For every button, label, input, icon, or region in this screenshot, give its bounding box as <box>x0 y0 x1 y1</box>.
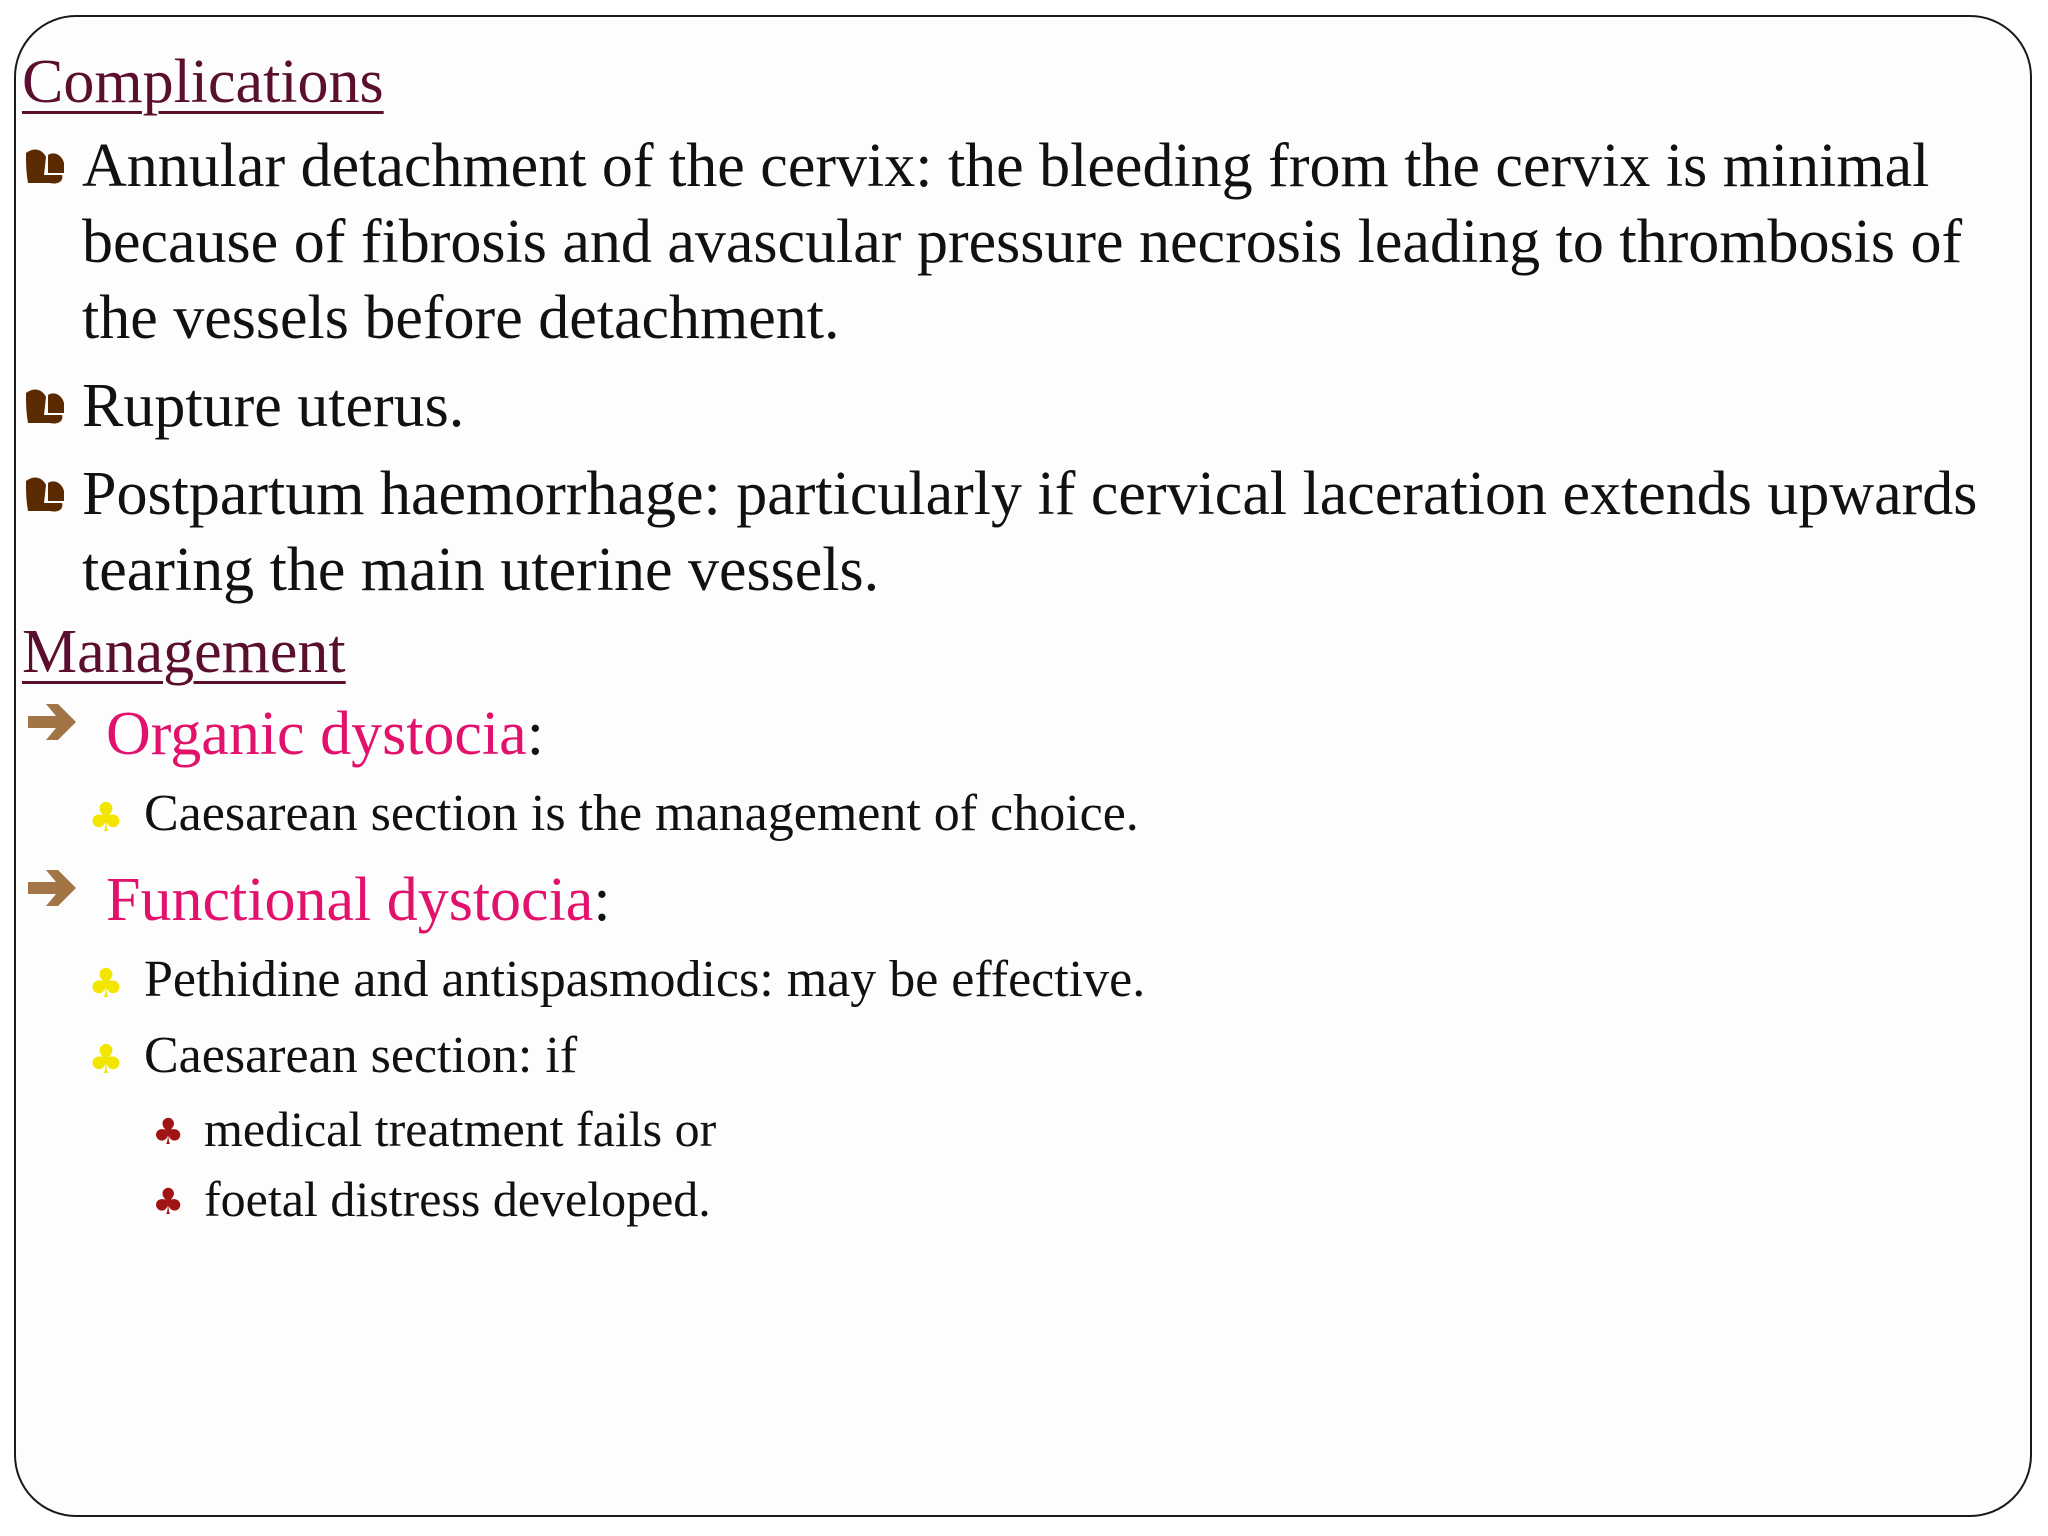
complications-heading: Complications <box>22 48 384 116</box>
list-item <box>22 456 2022 608</box>
colon: : <box>593 866 611 934</box>
club-icon: ♣ <box>88 961 124 1007</box>
complication-text: Annular detachment of the cervix: the bleeding from the cervix is minimal because of fibrosis and avascular pressure necrosis leading to thrombosis of the vessels before detachment. <box>82 132 1963 352</box>
leaf-bullet-icon <box>24 385 66 425</box>
club-icon: ♣ <box>152 1182 185 1223</box>
list-item <box>22 1094 2022 1164</box>
list-item <box>22 776 2022 852</box>
colon: : <box>526 700 544 768</box>
list-item <box>22 1164 2022 1234</box>
caesarean-condition-text: medical treatment fails or <box>204 1101 717 1157</box>
organic-dystocia-item <box>22 692 2022 776</box>
club-icon: ♣ <box>152 1112 185 1153</box>
list-item <box>22 1018 2022 1094</box>
complication-text: Rupture uterus. <box>82 372 465 440</box>
list-item <box>22 128 2022 356</box>
functional-management-text: Caesarean section: if <box>144 1027 578 1084</box>
management-heading: Management <box>22 618 346 686</box>
organic-management-text: Caesarean section is the management of choice. <box>144 785 1139 842</box>
arrow-right-icon <box>26 700 78 744</box>
functional-dystocia-item <box>22 858 2022 942</box>
arrow-right-icon <box>26 866 78 910</box>
leaf-bullet-icon <box>24 145 66 185</box>
functional-dystocia-title: Functional dystocia <box>106 866 594 934</box>
club-icon: ♣ <box>88 1037 124 1083</box>
list-item <box>22 942 2022 1018</box>
leaf-bullet-icon <box>24 473 66 513</box>
club-icon: ♣ <box>88 795 124 841</box>
complication-text: Postpartum haemorrhage: particularly if cervical laceration extends upwards tearing the main uterine vessels. <box>82 460 1978 604</box>
caesarean-condition-text: foetal distress developed. <box>204 1171 711 1227</box>
slide-content <box>22 42 2022 1234</box>
functional-management-text: Pethidine and antispasmodics: may be effective. <box>144 951 1146 1008</box>
organic-dystocia-title: Organic dystocia <box>106 700 527 768</box>
list-item <box>22 368 2022 444</box>
